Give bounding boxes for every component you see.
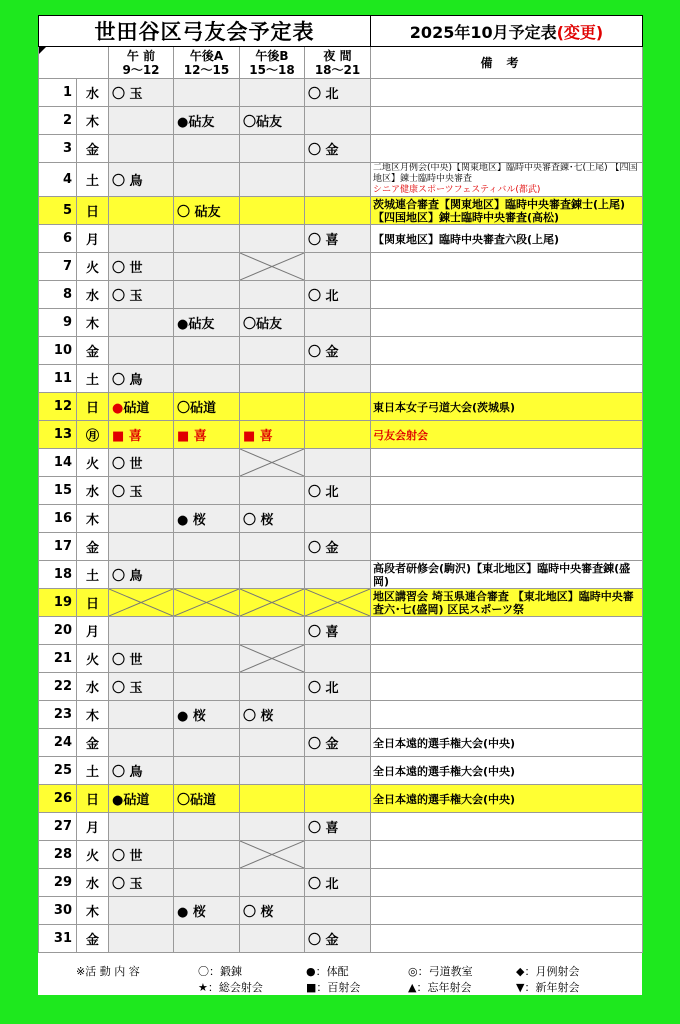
night-slot bbox=[305, 197, 371, 225]
schedule-row bbox=[39, 841, 643, 869]
pm-a-slot bbox=[174, 645, 240, 673]
night-slot: 〇 北 bbox=[305, 477, 371, 505]
pm-b-slot: 〇砧友 bbox=[240, 107, 305, 135]
weekday: 火 bbox=[77, 645, 109, 673]
schedule-sheet bbox=[38, 15, 642, 995]
am-slot bbox=[109, 897, 174, 925]
am-slot: ●砧道 bbox=[109, 785, 174, 813]
am-slot bbox=[109, 197, 174, 225]
pm-b-slot bbox=[240, 645, 305, 673]
pm-a-slot bbox=[174, 225, 240, 253]
schedule-row bbox=[39, 533, 643, 561]
day-number: 19 bbox=[39, 589, 77, 617]
weekday: 土 bbox=[77, 561, 109, 589]
pm-b-slot bbox=[240, 869, 305, 897]
pm-b-slot bbox=[240, 617, 305, 645]
am-slot: 〇 玉 bbox=[109, 477, 174, 505]
day-number: 25 bbox=[39, 757, 77, 785]
weekday: 月 bbox=[77, 813, 109, 841]
note-cell bbox=[371, 163, 643, 197]
night-slot: 〇 金 bbox=[305, 135, 371, 163]
crossed-out-mark bbox=[109, 589, 173, 616]
day-number: 1 bbox=[39, 79, 77, 107]
legend-item: ▼：新年射会 bbox=[516, 981, 580, 994]
night-slot: 〇 北 bbox=[305, 79, 371, 107]
am-slot: 〇 世 bbox=[109, 449, 174, 477]
schedule-row bbox=[39, 135, 643, 163]
note-cell: 茨城連合審査【関東地区】臨時中央審査錬士(上尾) 【四国地区】錬士臨時中央審査(高松) bbox=[371, 197, 643, 225]
pm-a-slot bbox=[174, 561, 240, 589]
schedule-row bbox=[39, 701, 643, 729]
day-number: 13 bbox=[39, 421, 77, 449]
weekday: 水 bbox=[77, 869, 109, 897]
day-number: 22 bbox=[39, 673, 77, 701]
pm-a-slot bbox=[174, 673, 240, 701]
am-slot: 〇 鳥 bbox=[109, 561, 174, 589]
pm-b-slot bbox=[240, 813, 305, 841]
note-cell: 全日本遠的選手権大会(中央) bbox=[371, 729, 643, 757]
night-slot bbox=[305, 785, 371, 813]
night-slot bbox=[305, 163, 371, 197]
page-title: 世田谷区弓友会予定表 bbox=[39, 16, 371, 47]
schedule-row bbox=[39, 421, 643, 449]
pm-b-slot bbox=[240, 785, 305, 813]
note-cell bbox=[371, 505, 643, 533]
day-number: 14 bbox=[39, 449, 77, 477]
night-slot bbox=[305, 589, 371, 617]
weekday: ㊊ bbox=[77, 421, 109, 449]
pm-a-slot bbox=[174, 79, 240, 107]
schedule-row bbox=[39, 477, 643, 505]
pm-a-slot bbox=[174, 617, 240, 645]
pm-a-slot bbox=[174, 869, 240, 897]
legend bbox=[38, 962, 642, 995]
night-slot: 〇 金 bbox=[305, 925, 371, 953]
day-number: 7 bbox=[39, 253, 77, 281]
night-slot: 〇 北 bbox=[305, 281, 371, 309]
pm-a-slot bbox=[174, 337, 240, 365]
crossed-out-mark bbox=[240, 589, 304, 616]
night-slot bbox=[305, 449, 371, 477]
am-slot bbox=[109, 505, 174, 533]
night-slot bbox=[305, 561, 371, 589]
schedule-row bbox=[39, 617, 643, 645]
schedule-row bbox=[39, 281, 643, 309]
am-slot: 〇 玉 bbox=[109, 281, 174, 309]
pm-b-slot bbox=[240, 925, 305, 953]
note-cell bbox=[371, 135, 643, 163]
weekday: 金 bbox=[77, 337, 109, 365]
pm-a-slot bbox=[174, 253, 240, 281]
pm-b-slot bbox=[240, 281, 305, 309]
pm-a-slot: ● 桜 bbox=[174, 897, 240, 925]
day-number: 29 bbox=[39, 869, 77, 897]
day-number: 26 bbox=[39, 785, 77, 813]
am-slot bbox=[109, 337, 174, 365]
night-slot: 〇 喜 bbox=[305, 225, 371, 253]
weekday: 火 bbox=[77, 841, 109, 869]
am-slot: 〇 玉 bbox=[109, 673, 174, 701]
note-cell bbox=[371, 533, 643, 561]
schedule-row bbox=[39, 163, 643, 197]
pm-a-slot bbox=[174, 589, 240, 617]
day-number: 23 bbox=[39, 701, 77, 729]
crossed-out-mark bbox=[305, 589, 370, 616]
note-cell bbox=[371, 107, 643, 135]
pm-a-slot bbox=[174, 163, 240, 197]
col-header-notes: 備考 bbox=[371, 47, 643, 79]
night-slot bbox=[305, 421, 371, 449]
col-header-am: 午 前 9〜12 bbox=[109, 47, 174, 79]
pm-a-slot bbox=[174, 813, 240, 841]
night-slot bbox=[305, 841, 371, 869]
note-text: 二地区月例会(中央)【関東地区】臨時中央審査錬･七(上尾) 【四国地区】錬士臨時中央審査 bbox=[373, 163, 638, 184]
am-slot bbox=[109, 393, 174, 421]
note-cell bbox=[371, 79, 643, 107]
legend-item: ▲：忘年射会 bbox=[408, 981, 472, 994]
night-slot: 〇 金 bbox=[305, 729, 371, 757]
am-slot bbox=[109, 701, 174, 729]
day-number: 28 bbox=[39, 841, 77, 869]
legend-item: ■：百射会 bbox=[306, 981, 361, 994]
weekday: 火 bbox=[77, 253, 109, 281]
note-cell bbox=[371, 813, 643, 841]
pm-b-slot: 〇 桜 bbox=[240, 701, 305, 729]
day-number: 3 bbox=[39, 135, 77, 163]
note-cell bbox=[371, 449, 643, 477]
day-number: 20 bbox=[39, 617, 77, 645]
schedule-row bbox=[39, 393, 643, 421]
pm-b-slot bbox=[240, 673, 305, 701]
weekday: 月 bbox=[77, 225, 109, 253]
am-slot bbox=[109, 533, 174, 561]
weekday: 水 bbox=[77, 79, 109, 107]
note-cell bbox=[371, 617, 643, 645]
crossed-out-mark bbox=[240, 841, 304, 868]
am-slot: 〇 世 bbox=[109, 645, 174, 673]
day-number: 9 bbox=[39, 309, 77, 337]
schedule-row bbox=[39, 813, 643, 841]
weekday: 金 bbox=[77, 925, 109, 953]
day-number: 6 bbox=[39, 225, 77, 253]
pm-b-slot bbox=[240, 449, 305, 477]
day-number: 17 bbox=[39, 533, 77, 561]
weekday: 土 bbox=[77, 163, 109, 197]
activity-bullet: ● bbox=[112, 401, 124, 416]
day-number: 12 bbox=[39, 393, 77, 421]
weekday: 月 bbox=[77, 617, 109, 645]
pm-b-slot bbox=[240, 841, 305, 869]
day-number: 27 bbox=[39, 813, 77, 841]
note-cell: 東日本女子弓道大会(茨城県) bbox=[371, 393, 643, 421]
schedule-row bbox=[39, 561, 643, 589]
weekday: 土 bbox=[77, 757, 109, 785]
night-slot bbox=[305, 645, 371, 673]
pm-b-slot bbox=[240, 163, 305, 197]
pm-b-slot: ■ 喜 bbox=[240, 421, 305, 449]
schedule-row bbox=[39, 505, 643, 533]
schedule-row bbox=[39, 449, 643, 477]
schedule-row bbox=[39, 645, 643, 673]
schedule-row bbox=[39, 925, 643, 953]
weekday: 木 bbox=[77, 897, 109, 925]
schedule-row bbox=[39, 337, 643, 365]
schedule-row bbox=[39, 757, 643, 785]
weekday: 火 bbox=[77, 449, 109, 477]
legend-item: ★：総会射会 bbox=[198, 981, 263, 994]
day-number: 16 bbox=[39, 505, 77, 533]
activity-label: 砧道 bbox=[123, 401, 150, 416]
schedule-row bbox=[39, 869, 643, 897]
note-cell bbox=[371, 477, 643, 505]
night-slot: 〇 北 bbox=[305, 673, 371, 701]
weekday: 日 bbox=[77, 197, 109, 225]
schedule-row bbox=[39, 897, 643, 925]
pm-a-slot bbox=[174, 365, 240, 393]
weekday: 木 bbox=[77, 107, 109, 135]
am-slot: ■ 喜 bbox=[109, 421, 174, 449]
pm-a-slot: 〇砧道 bbox=[174, 393, 240, 421]
col-header-night: 夜 間 18〜21 bbox=[305, 47, 371, 79]
day-number: 21 bbox=[39, 645, 77, 673]
pm-b-slot: 〇砧友 bbox=[240, 309, 305, 337]
crossed-out-mark bbox=[240, 645, 304, 672]
pm-a-slot bbox=[174, 841, 240, 869]
pm-b-slot bbox=[240, 135, 305, 163]
day-number: 4 bbox=[39, 163, 77, 197]
night-slot bbox=[305, 365, 371, 393]
am-slot bbox=[109, 729, 174, 757]
night-slot bbox=[305, 897, 371, 925]
weekday: 土 bbox=[77, 365, 109, 393]
pm-b-slot bbox=[240, 365, 305, 393]
legend-item: ●：体配 bbox=[306, 965, 349, 978]
pm-b-slot bbox=[240, 561, 305, 589]
night-slot: 〇 北 bbox=[305, 869, 371, 897]
pm-b-slot bbox=[240, 197, 305, 225]
day-number: 11 bbox=[39, 365, 77, 393]
note-cell: 高段者研修会(駒沢)【東北地区】臨時中央審査錬(盛岡) bbox=[371, 561, 643, 589]
night-slot bbox=[305, 107, 371, 135]
schedule-row bbox=[39, 785, 643, 813]
note-subtext: シニア健康スポーツフェスティバル(都武) bbox=[373, 185, 541, 195]
day-number: 30 bbox=[39, 897, 77, 925]
schedule-row bbox=[39, 365, 643, 393]
am-slot bbox=[109, 589, 174, 617]
schedule-row bbox=[39, 79, 643, 107]
col-header-pm-a: 午後A 12〜15 bbox=[174, 47, 240, 79]
schedule-row bbox=[39, 197, 643, 225]
am-slot: 〇 鳥 bbox=[109, 365, 174, 393]
weekday: 金 bbox=[77, 533, 109, 561]
schedule-row bbox=[39, 729, 643, 757]
note-cell bbox=[371, 253, 643, 281]
night-slot: 〇 喜 bbox=[305, 813, 371, 841]
night-slot: 〇 金 bbox=[305, 337, 371, 365]
weekday: 水 bbox=[77, 477, 109, 505]
day-number: 8 bbox=[39, 281, 77, 309]
night-slot bbox=[305, 309, 371, 337]
note-cell bbox=[371, 645, 643, 673]
pm-a-slot bbox=[174, 757, 240, 785]
am-slot: 〇 玉 bbox=[109, 79, 174, 107]
am-slot bbox=[109, 135, 174, 163]
weekday: 木 bbox=[77, 309, 109, 337]
legend-item: ◆：月例射会 bbox=[516, 965, 580, 978]
am-slot bbox=[109, 107, 174, 135]
corner-cell bbox=[39, 47, 109, 79]
am-slot bbox=[109, 225, 174, 253]
schedule-row bbox=[39, 253, 643, 281]
pm-b-slot: 〇 桜 bbox=[240, 505, 305, 533]
day-number: 24 bbox=[39, 729, 77, 757]
month-heading bbox=[371, 16, 643, 47]
night-slot bbox=[305, 701, 371, 729]
pm-b-slot bbox=[240, 79, 305, 107]
pm-a-slot bbox=[174, 135, 240, 163]
night-slot: 〇 喜 bbox=[305, 617, 371, 645]
schedule-row bbox=[39, 309, 643, 337]
night-slot bbox=[305, 253, 371, 281]
note-cell: 弓友会射会 bbox=[371, 421, 643, 449]
weekday: 水 bbox=[77, 673, 109, 701]
legend-item: ◎：弓道教室 bbox=[408, 965, 473, 978]
note-cell: 【関東地区】臨時中央審査六段(上尾) bbox=[371, 225, 643, 253]
pm-b-slot bbox=[240, 589, 305, 617]
note-cell bbox=[371, 309, 643, 337]
night-slot: 〇 金 bbox=[305, 533, 371, 561]
day-number: 5 bbox=[39, 197, 77, 225]
pm-b-slot bbox=[240, 393, 305, 421]
pm-a-slot: 〇砧道 bbox=[174, 785, 240, 813]
am-slot bbox=[109, 309, 174, 337]
schedule-table bbox=[38, 15, 643, 953]
am-slot: 〇 玉 bbox=[109, 869, 174, 897]
weekday: 日 bbox=[77, 589, 109, 617]
am-slot: 〇 鳥 bbox=[109, 757, 174, 785]
note-cell bbox=[371, 925, 643, 953]
am-slot bbox=[109, 813, 174, 841]
am-slot: 〇 世 bbox=[109, 253, 174, 281]
col-header-pm-b: 午後B 15〜18 bbox=[240, 47, 305, 79]
pm-a-slot bbox=[174, 449, 240, 477]
change-label: (変更) bbox=[556, 22, 604, 42]
pm-b-slot: 〇 桜 bbox=[240, 897, 305, 925]
pm-b-slot bbox=[240, 533, 305, 561]
schedule-row bbox=[39, 589, 643, 617]
crossed-out-mark bbox=[240, 253, 304, 280]
day-number: 18 bbox=[39, 561, 77, 589]
crossed-out-mark bbox=[240, 449, 304, 476]
month-label: 2025年10月予定表 bbox=[409, 22, 557, 42]
note-cell bbox=[371, 337, 643, 365]
pm-b-slot bbox=[240, 729, 305, 757]
am-slot bbox=[109, 617, 174, 645]
pm-b-slot bbox=[240, 337, 305, 365]
day-number: 31 bbox=[39, 925, 77, 953]
pm-a-slot bbox=[174, 477, 240, 505]
night-slot bbox=[305, 757, 371, 785]
day-number: 10 bbox=[39, 337, 77, 365]
pm-a-slot: ■ 喜 bbox=[174, 421, 240, 449]
pm-a-slot bbox=[174, 925, 240, 953]
crossed-out-mark bbox=[174, 589, 239, 616]
note-cell bbox=[371, 281, 643, 309]
schedule-row bbox=[39, 225, 643, 253]
note-cell bbox=[371, 869, 643, 897]
note-cell: 全日本遠的選手権大会(中央) bbox=[371, 757, 643, 785]
weekday: 日 bbox=[77, 393, 109, 421]
am-slot bbox=[109, 925, 174, 953]
note-cell bbox=[371, 365, 643, 393]
note-cell: 全日本遠的選手権大会(中央) bbox=[371, 785, 643, 813]
am-slot: 〇 鳥 bbox=[109, 163, 174, 197]
pm-a-slot bbox=[174, 281, 240, 309]
weekday: 水 bbox=[77, 281, 109, 309]
pm-b-slot bbox=[240, 757, 305, 785]
pm-a-slot: 〇 砧友 bbox=[174, 197, 240, 225]
note-cell: 地区講習会 埼玉県連合審査 【東北地区】臨時中央審査六･七(盛岡) 区民スポーツ祭 bbox=[371, 589, 643, 617]
day-number: 15 bbox=[39, 477, 77, 505]
legend-title: ※活 動 内 容 bbox=[76, 965, 140, 978]
weekday: 金 bbox=[77, 729, 109, 757]
note-cell bbox=[371, 701, 643, 729]
pm-a-slot bbox=[174, 533, 240, 561]
weekday: 木 bbox=[77, 505, 109, 533]
schedule-row bbox=[39, 107, 643, 135]
night-slot bbox=[305, 505, 371, 533]
pm-a-slot: ● 桜 bbox=[174, 701, 240, 729]
pm-a-slot: ●砧友 bbox=[174, 107, 240, 135]
pm-a-slot bbox=[174, 729, 240, 757]
night-slot bbox=[305, 393, 371, 421]
pm-b-slot bbox=[240, 225, 305, 253]
note-cell bbox=[371, 841, 643, 869]
schedule-row bbox=[39, 673, 643, 701]
legend-item: 〇：鍛錬 bbox=[198, 965, 242, 978]
weekday: 金 bbox=[77, 135, 109, 163]
note-cell bbox=[371, 673, 643, 701]
note-cell bbox=[371, 897, 643, 925]
day-number: 2 bbox=[39, 107, 77, 135]
pm-a-slot: ●砧友 bbox=[174, 309, 240, 337]
pm-b-slot bbox=[240, 253, 305, 281]
weekday: 木 bbox=[77, 701, 109, 729]
pm-a-slot: ● 桜 bbox=[174, 505, 240, 533]
weekday: 日 bbox=[77, 785, 109, 813]
pm-b-slot bbox=[240, 477, 305, 505]
am-slot: 〇 世 bbox=[109, 841, 174, 869]
